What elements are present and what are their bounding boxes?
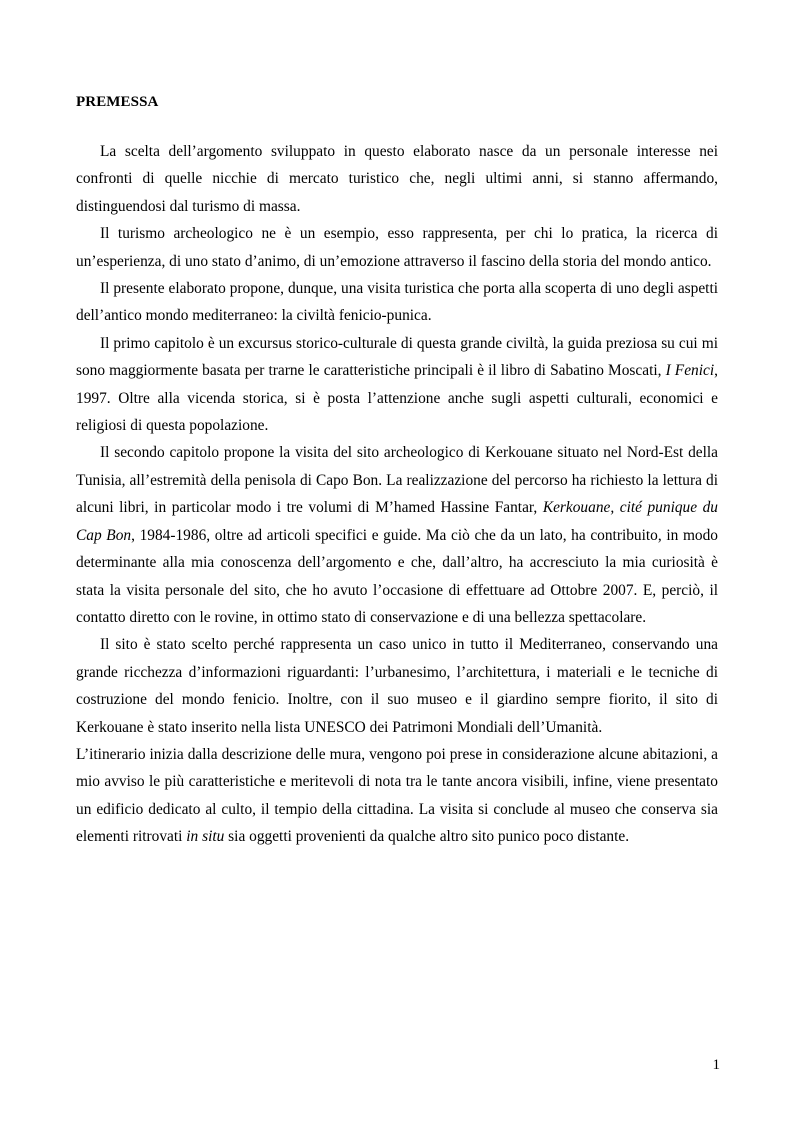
book-title-italic: Kerkouane, cité punique du Cap Bon bbox=[76, 499, 719, 544]
text-run: , 1997. Oltre alla vicenda storica, si è posta l’attenzione anche sugli aspetti culturali, economici e religiosi di questa popolazione. bbox=[76, 362, 718, 435]
paragraph-3 bbox=[76, 275, 718, 330]
text-run: La scelta dell’argomento sviluppato in questo elaborato nasce da un personale interesse nei confronti di quelle nicchie di mercato turistico che, negli ultimi anni, si stanno affermando, distinguendosi dal turismo di massa. bbox=[76, 143, 718, 215]
paragraph-6 bbox=[76, 631, 718, 741]
text-run: Il secondo capitolo propone la visita del sito archeologico di Kerkouane situato nel Nord-Est della Tunisia, all’estremità della penisola di Capo Bon. La realizzazione del percorso ha richiesto la lettura di alcuni libri, in particolar modo i tre volumi di M’hamed Hassine Fantar, bbox=[76, 444, 718, 517]
text-run: Il sito è stato scelto perché rappresenta un caso unico in tutto il Mediterraneo, conservando una grande ricchezza d’informazioni riguardanti: l’urbanesimo, l’architettura, i materiali e le tecniche di costruzione del mondo fenicio. Inoltre, con il suo museo e il giardino sempre fiorito, il sito di Kerkouane è stato inserito nella lista UNESCO dei Patrimoni Mondiali dell’Umanità. bbox=[76, 636, 718, 736]
text-run: Il turismo archeologico ne è un esempio, esso rappresenta, per chi lo pratica, la ricerca di un’esperienza, di uno stato d’animo, di un’emozione attraverso il fascino della storia del mondo antico. bbox=[76, 225, 718, 270]
paragraph-5 bbox=[76, 439, 718, 631]
text-run: sia oggetti provenienti da qualche altro sito punico poco distante. bbox=[224, 828, 630, 846]
paragraph-2 bbox=[76, 220, 718, 275]
text-run: , 1984-1986, oltre ad articoli specifici e guide. Ma ciò che da un lato, ha contribuito, in modo determinante alla mia conoscenza dell’argomento e che, dall’altro, ha accresciuto la mia curiosità è stata la visita personale del sito, che ho avuto l’occasione di effettuare ad Ottobre 2007. E, perciò, il contatto diretto con le rovine, in ottimo stato di conservazione e di una bellezza spettacolare. bbox=[76, 526, 719, 626]
latin-term-italic: in situ bbox=[186, 828, 225, 846]
paragraph-4 bbox=[76, 330, 718, 440]
paragraph-1 bbox=[76, 138, 718, 220]
paragraph-7 bbox=[76, 741, 718, 851]
book-title-italic: I Fenici bbox=[665, 362, 715, 380]
body-text bbox=[76, 138, 718, 851]
text-run: Il presente elaborato propone, dunque, una visita turistica che porta alla scoperta di uno degli aspetti dell’antico mondo mediterraneo: la civiltà fenicio-punica. bbox=[76, 280, 718, 325]
section-heading: PREMESSA bbox=[76, 94, 159, 110]
text-run: L’itinerario inizia dalla descrizione delle mura, vengono poi prese in considerazione alcune abitazioni, a mio avviso le più caratteristiche e meritevoli di nota tra le tante ancora visibili, infine, viene presentato un edificio dedicato al culto, il tempio della cittadina. La visita si conclude al museo che conserva sia elementi ritrovati bbox=[76, 745, 718, 846]
text-run: Il primo capitolo è un excursus storico-culturale di questa grande civiltà, la guida preziosa su cui mi sono maggiormente basata per trarne le caratteristiche principali è il libro di Sabatino Moscati, bbox=[76, 334, 718, 380]
page-number: 1 bbox=[712, 1057, 720, 1073]
